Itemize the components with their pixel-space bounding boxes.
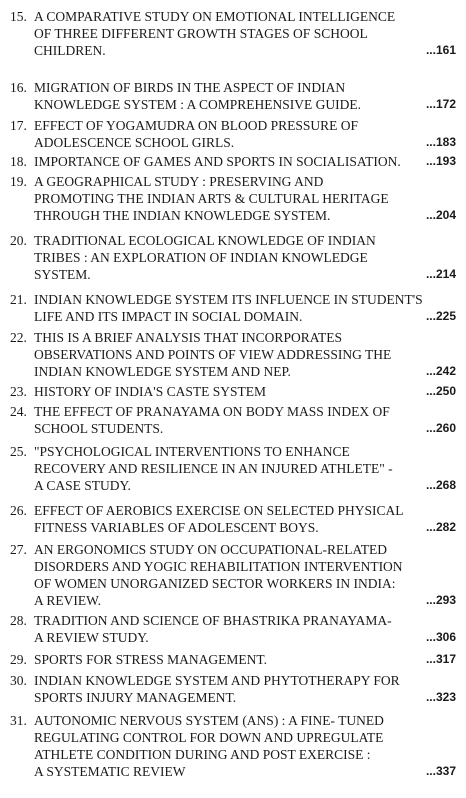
toc-entry-number: 21. [10,292,27,307]
toc-entry-page-number: ...161 [425,43,456,57]
toc-entry-last-line [34,207,456,224]
toc-entry-title [34,651,456,668]
toc-entry [10,117,456,151]
toc-entry-page-number: ...268 [425,478,456,492]
toc-entry-title-line: A REVIEW STUDY. [34,630,149,645]
toc-entry-title-line: ATHLETE CONDITION DURING AND POST EXERCISE : [34,747,371,762]
toc-entry-page-number: ...293 [425,593,456,607]
toc-entry-title-line: INDIAN KNOWLEDGE SYSTEM AND PHYTOTHERAPY FOR [34,673,400,688]
toc-entry-number: 30. [10,673,27,688]
toc-entry-last-line [34,134,456,151]
toc-entry-title-line: EFFECT OF AEROBICS EXERCISE ON SELECTED PHYSICAL [34,503,404,518]
toc-entry-last-line [34,629,456,646]
toc-entry [10,232,456,283]
toc-entry-title-line: OF THREE DIFFERENT GROWTH STAGES OF SCHOOL [34,26,368,41]
toc-entry-title-line: MIGRATION OF BIRDS IN THE ASPECT OF INDIAN [34,80,346,95]
toc-entry-title-line: RECOVERY AND RESILIENCE IN AN INJURED ATHLETE" - [34,461,393,476]
toc-entry-title-line: EFFECT OF YOGAMUDRA ON BLOOD PRESSURE OF [34,118,359,133]
toc-entry-title-line: AUTONOMIC NERVOUS SYSTEM (ANS) : A FINE- TUNED [34,713,384,728]
toc-entry-number: 16. [10,80,27,95]
toc-entry-number: 20. [10,233,27,248]
toc-entry [10,672,456,706]
toc-entry-last-line [34,383,456,400]
toc-entry-title-line: KNOWLEDGE SYSTEM : A COMPREHENSIVE GUIDE. [34,97,361,112]
toc-entry-title-line: FITNESS VARIABLES OF ADOLESCENT BOYS. [34,520,319,535]
toc-entry-number: 18. [10,154,27,169]
toc-entry-last-line [34,651,456,668]
toc-entry-title-line: A COMPARATIVE STUDY ON EMOTIONAL INTELLIGENCE [34,9,396,24]
toc-entry-last-line [34,477,456,494]
toc-entry-title-line: A CASE STUDY. [34,478,131,493]
toc-entry [10,329,456,380]
toc-entry-title-line: LIFE AND ITS IMPACT IN SOCIAL DOMAIN. [34,309,303,324]
toc-entry-title-line: AN ERGONOMICS STUDY ON OCCUPATIONAL-RELATED [34,542,388,557]
toc-entry-title [34,612,456,646]
toc-entry-page-number: ...306 [425,630,456,644]
toc-entry-title-line: SCHOOL STUDENTS. [34,421,164,436]
toc-entry-title-line: THIS IS A BRIEF ANALYSIS THAT INCORPORATES [34,330,342,345]
toc-entry-title-line: A SYSTEMATIC REVIEW [34,764,186,779]
toc-entry-last-line [34,266,456,283]
toc-entry-title-line: SPORTS FOR STRESS MANAGEMENT. [34,652,267,667]
toc-entry-title-line: OBSERVATIONS AND POINTS OF VIEW ADDRESSING THE [34,347,392,362]
toc-entry-title-line: OF WOMEN UNORGANIZED SECTOR WORKERS IN INDIA: [34,576,396,591]
toc-entry-last-line [34,363,456,380]
toc-entry-page-number: ...172 [425,97,456,111]
toc-entry-title-line: A GEOGRAPHICAL STUDY : PRESERVING AND [34,174,324,189]
toc-entry-title-line: TRADITIONAL ECOLOGICAL KNOWLEDGE OF INDIAN [34,233,376,248]
toc-entry-title [34,291,456,325]
toc-entry-title-line: THE EFFECT OF PRANAYAMA ON BODY MASS INDEX OF [34,404,390,419]
toc-entry-last-line [34,519,456,536]
toc-entry-title-line: INDIAN KNOWLEDGE SYSTEM AND NEP. [34,364,291,379]
toc-entry-number: 29. [10,652,27,667]
toc-entry-number: 25. [10,444,27,459]
toc-entry-title-line: TRADITION AND SCIENCE OF BHASTRIKA PRANAYAMA- [34,613,392,628]
toc-entry-title-line: DISORDERS AND YOGIC REHABILITATION INTERVENTION [34,559,403,574]
toc-entry-page-number: ...282 [425,520,456,534]
toc-entry-last-line [34,689,456,706]
toc-entry-number: 31. [10,713,27,728]
toc-entry-page-number: ...317 [425,652,456,666]
toc-entry-number: 17. [10,118,27,133]
toc-entry-page-number: ...260 [425,421,456,435]
toc-entry-last-line [34,96,456,113]
toc-entry-page-number: ...225 [425,309,456,323]
toc-entry-title-line: SPORTS INJURY MANAGEMENT. [34,690,237,705]
toc-entry-number: 26. [10,503,27,518]
toc-entry-last-line [34,308,456,325]
toc-entry-number: 15. [10,9,27,24]
toc-entry-page-number: ...183 [425,135,456,149]
toc-entry-title [34,502,456,536]
toc-entry [10,8,456,59]
toc-entry-title-line: TRIBES : AN EXPLORATION OF INDIAN KNOWLEDGE [34,250,368,265]
toc-entry-page-number: ...242 [425,364,456,378]
toc-entry-page-number: ...204 [425,208,456,222]
toc-entry-title [34,443,456,494]
toc-entry [10,651,456,668]
toc-entry-title-line: PROMOTING THE INDIAN ARTS & CULTURAL HERITAGE [34,191,389,206]
toc-entry-number: 23. [10,384,27,399]
toc-entry-title [34,329,456,380]
toc-entry-last-line [34,763,456,780]
toc-entry-title-line: THROUGH THE INDIAN KNOWLEDGE SYSTEM. [34,208,331,223]
toc-entry-number: 22. [10,330,27,345]
toc-entry [10,291,456,325]
toc-entry-title-line: "PSYCHOLOGICAL INTERVENTIONS TO ENHANCE [34,444,350,459]
toc-entry-title-line: IMPORTANCE OF GAMES AND SPORTS IN SOCIALISATION. [34,154,401,169]
toc-entry-title [34,672,456,706]
toc-entry-title-line: HISTORY OF INDIA'S CASTE SYSTEM [34,384,266,399]
toc-entry-title [34,232,456,283]
toc-entry-page-number: ...250 [425,384,456,398]
toc-entry-title-line: REGULATING CONTROL FOR DOWN AND UPREGULATE [34,730,384,745]
toc-entry-page-number: ...214 [425,267,456,281]
toc-entry-title [34,79,456,113]
toc-entry [10,612,456,646]
toc-entry-title-line: ADOLESCENCE SCHOOL GIRLS. [34,135,235,150]
toc-entry [10,403,456,437]
toc-entry-title [34,173,456,224]
toc-entry-title [34,712,456,780]
toc-entry-title-line: SYSTEM. [34,267,91,282]
toc-entry-title-line: CHILDREN. [34,43,106,58]
toc-entry-number: 24. [10,404,27,419]
toc-entry-number: 19. [10,174,27,189]
toc-entry-title [34,8,456,59]
toc-entry-page-number: ...193 [425,154,456,168]
toc-entry-title [34,383,456,400]
toc-entry [10,79,456,113]
toc-entry-title [34,117,456,151]
toc-entry-title-line: INDIAN KNOWLEDGE SYSTEM ITS INFLUENCE IN STUDENT'S [34,292,423,307]
toc-entry [10,173,456,224]
toc-entry [10,153,456,170]
toc-entry-title-line: A REVIEW. [34,593,101,608]
toc-entry [10,443,456,494]
toc-entry-number: 28. [10,613,27,628]
toc-entry-number: 27. [10,542,27,557]
toc-entry-title [34,403,456,437]
toc-entry-last-line [34,153,456,170]
toc-entry-last-line [34,420,456,437]
toc-entry-title [34,541,456,609]
toc-entry [10,383,456,400]
toc-entry [10,502,456,536]
toc-entry-page-number: ...337 [425,764,456,778]
toc-entry [10,541,456,609]
toc-entry-last-line [34,592,456,609]
toc-entry-page-number: ...323 [425,690,456,704]
toc-entry-title [34,153,456,170]
toc-entry [10,712,456,780]
toc-entry-last-line [34,42,456,59]
